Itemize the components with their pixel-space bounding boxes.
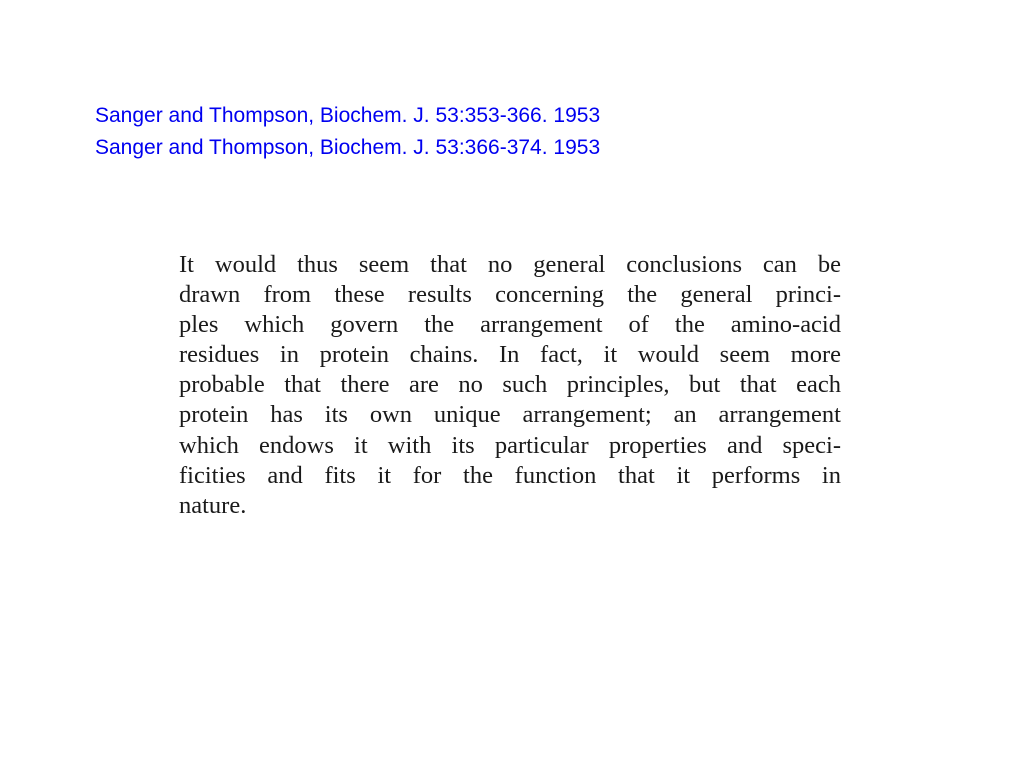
quote-line-5: probable that there are no such principles, but that each	[179, 371, 841, 399]
citation-1: Sanger and Thompson, Biochem. J. 53:353-366. 1953	[95, 104, 601, 127]
quote-line-6: protein has its own unique arrangement; an arrangement	[179, 401, 841, 429]
quote-line-7: which endows it with its particular properties and speci-	[179, 431, 841, 459]
quote-line-4: residues in protein chains. In fact, it would seem more	[179, 341, 841, 369]
quoted-passage	[179, 250, 841, 521]
quote-line-8: ficities and fits it for the function that it performs in	[179, 461, 841, 489]
quote-line-2: drawn from these results concerning the general princi-	[179, 281, 841, 309]
citation-2: Sanger and Thompson, Biochem. J. 53:366-374. 1953	[95, 136, 601, 159]
quote-line-9: nature.	[179, 491, 247, 519]
citation-list	[95, 100, 600, 164]
quote-line-3: ples which govern the arrangement of the amino-acid	[179, 311, 841, 339]
quote-line-1: It would thus seem that no general conclusions can be	[179, 251, 841, 278]
